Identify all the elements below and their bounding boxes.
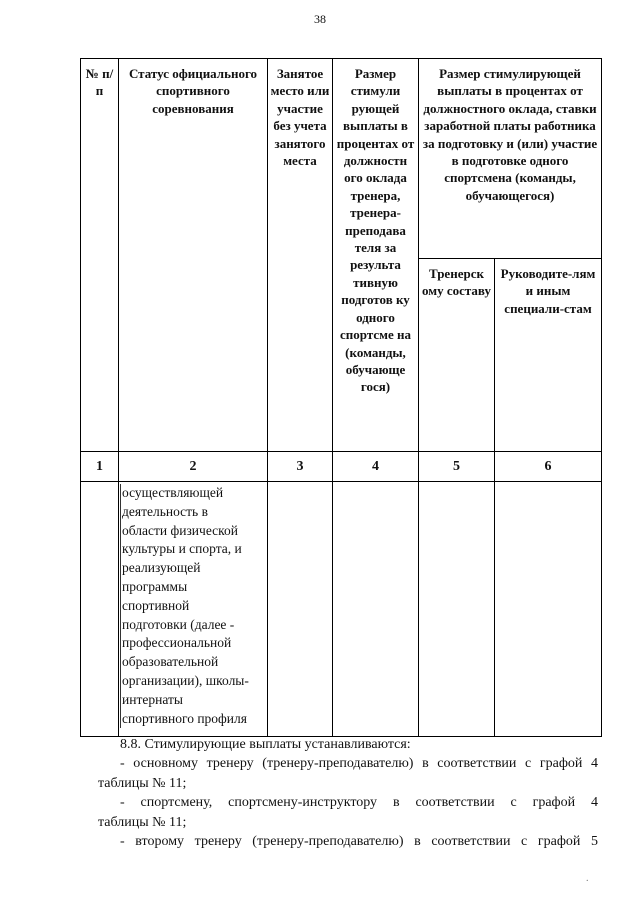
body-cell-number: [81, 482, 119, 737]
column-number-4: 4: [333, 452, 419, 482]
status-line: деятельность в: [120, 503, 267, 522]
scan-mark: .: [586, 873, 589, 884]
paragraph-8-8: 8.8. Стимулирующие выплаты устанавливаются:: [120, 737, 411, 752]
status-line: осуществляющей: [120, 484, 267, 503]
body-text: [98, 735, 598, 851]
status-line: профессиональной: [120, 634, 267, 653]
page-number: 38: [314, 12, 326, 26]
status-line: реализующей: [120, 559, 267, 578]
header-payment-group: Размер стимулирующей выплаты в процентах от должностного оклада, ставки заработной платы работника за подготовку и (или) участие в подготовке одного спортсмена (команды, обучающегося): [419, 59, 602, 259]
column-number-3: 3: [268, 452, 333, 482]
column-number-5: 5: [419, 452, 495, 482]
body-cell-coaching-staff: [419, 482, 495, 737]
body-cell-place: [268, 482, 333, 737]
header-coaching-staff: Тренерск ому составу: [419, 259, 495, 452]
header-place: Занятое место или участие без учета занятого места: [268, 59, 333, 452]
header-coach-payment: Размер стимули рующей выплаты в процентах от должностн ого оклада тренера, тренера-преподава теля за результа тивную подготов ку одного спортсме на (команды, обучающе гося): [333, 59, 419, 452]
paragraph-athlete-cont: таблицы № 11;: [98, 814, 187, 830]
body-cell-coach-payment: [333, 482, 419, 737]
column-number-6: 6: [495, 452, 602, 482]
column-number-1: 1: [81, 452, 119, 482]
paragraph-athlete: - спортсмену, спортсмену-инструктору в соответствии с графой 4: [120, 795, 598, 811]
status-line: образовательной: [120, 653, 267, 672]
status-line: культуры и спорта, и: [120, 540, 267, 559]
column-number-2: 2: [119, 452, 268, 482]
body-cell-managers: [495, 482, 602, 737]
paragraph-main-coach: - основному тренеру (тренеру-преподавателю) в соответствии с графой 4: [120, 756, 598, 772]
status-line: подготовки (далее -: [120, 616, 267, 635]
status-line: спортивного профиля: [120, 710, 267, 729]
status-line: программы: [120, 578, 267, 597]
header-number: № п/п: [81, 59, 119, 452]
paragraph-second-coach: - второму тренеру (тренеру-преподавателю) в соответствии с графой 5: [120, 834, 598, 850]
status-line: организации), школы-: [120, 672, 267, 691]
status-line: спортивной: [120, 597, 267, 616]
header-competition-status: Статус официального спортивного соревнования: [119, 59, 268, 452]
stimulus-table: [80, 58, 602, 737]
status-line: области физической: [120, 522, 267, 541]
body-cell-status: [119, 482, 268, 737]
status-line: интернаты: [120, 691, 267, 710]
paragraph-main-coach-cont: таблицы № 11;: [98, 775, 187, 791]
header-managers-specialists: Руководите-лям и иным специали-стам: [495, 259, 602, 452]
